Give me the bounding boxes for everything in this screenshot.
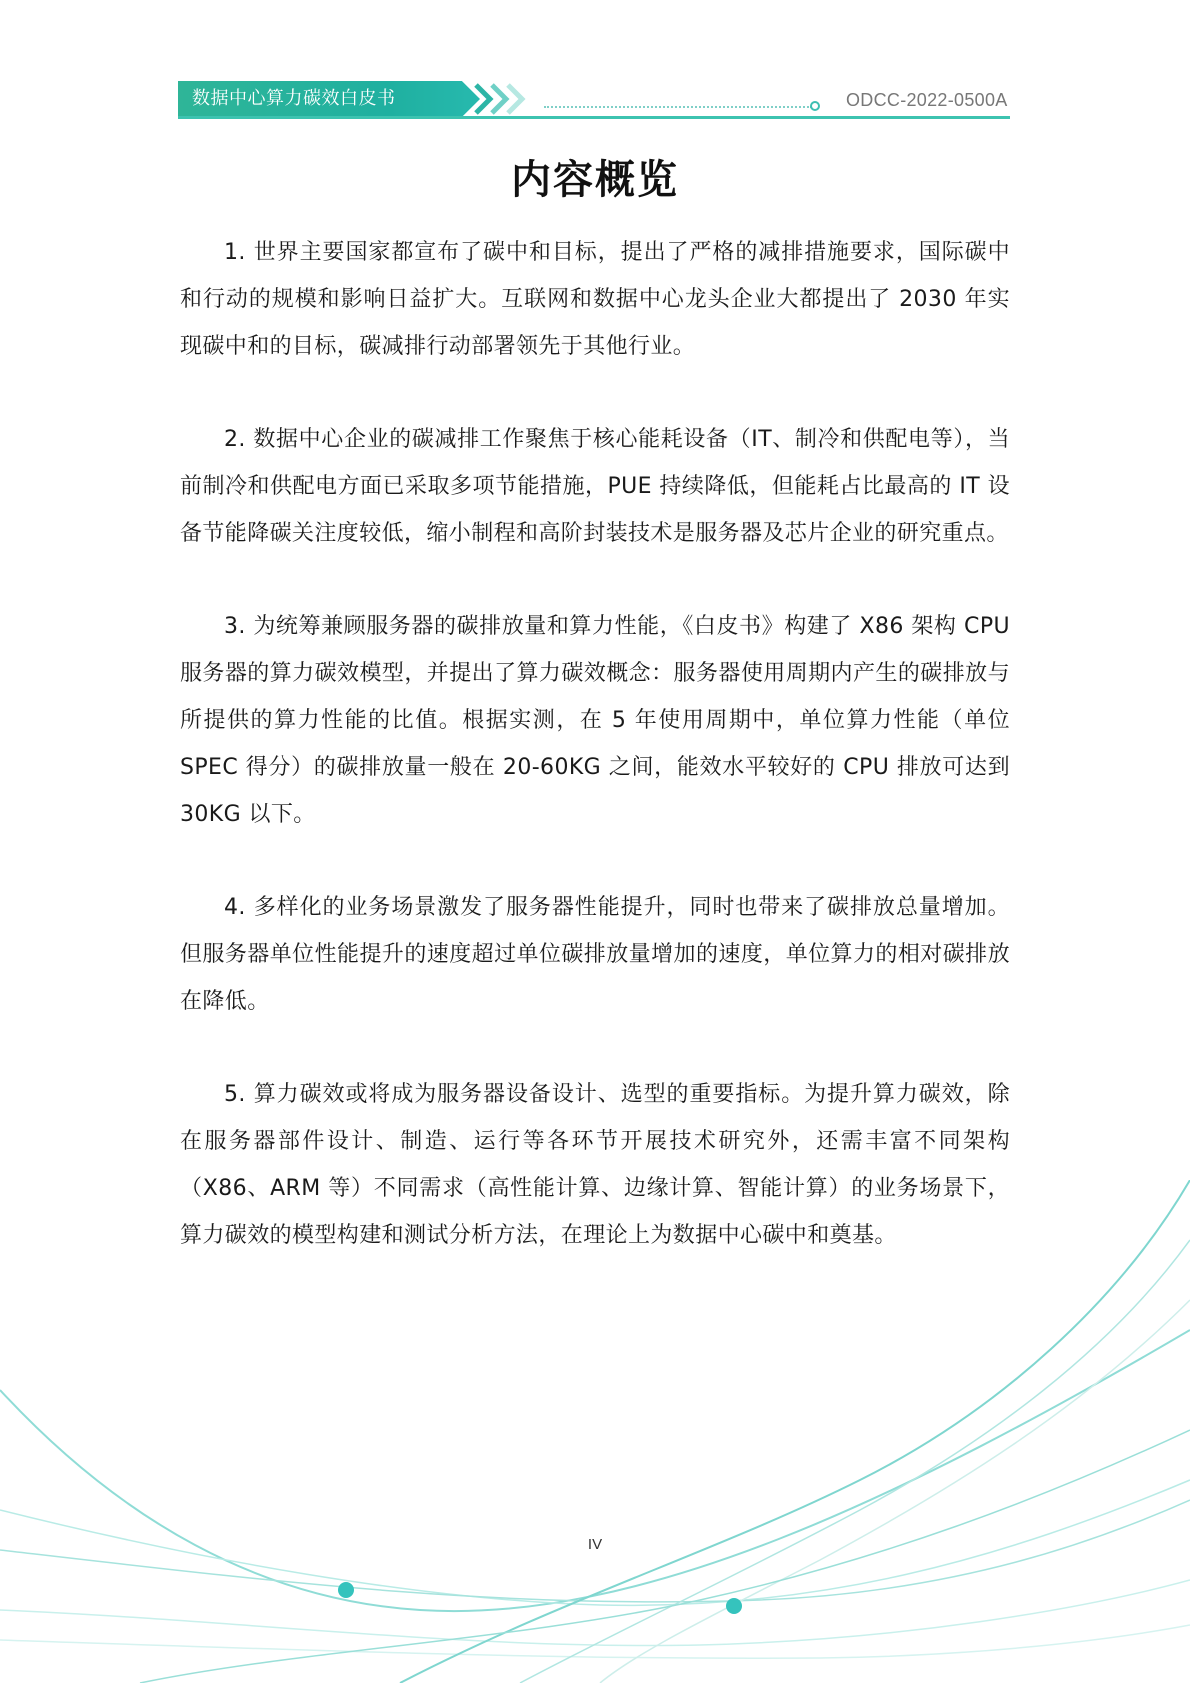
document-code: ODCC-2022-0500A [846,90,1008,110]
paragraph-3: 3. 为统筹兼顾服务器的碳排放量和算力性能，《白皮书》构建了 X86 架构 CPU 服务器的算力碳效模型，并提出了算力碳效概念：服务器使用周期内产生的碳排放与所提供的算力性能的比值。根据实测，在 5 年使用周期中，单位算力性能（单位 SPEC 得分）的碳排放量一般在 20-60KG 之间，能效水平较好的 CPU 排放可达到 30KG 以下。 [180,614,1010,827]
decorative-waves [0,1180,1190,1683]
page-title: 内容概览 [511,157,679,203]
paragraph-4: 4. 多样化的业务场景激发了服务器性能提升，同时也带来了碳排放总量增加。但服务器单位性能提升的速度超过单位碳排放量增加的速度，单位算力的相对碳排放在降低。 [180,895,1010,1014]
circle-icon [810,101,820,111]
content-body [180,229,1010,1305]
document-title: 数据中心算力碳效白皮书 [192,88,396,109]
paragraph-1: 1. 世界主要国家都宣布了碳中和目标，提出了严格的减排措施要求，国际碳中和行动的规模和影响日益扩大。互联网和数据中心龙头企业大都提出了 2030 年实现碳中和的目标，碳减排行动部署领先于其他行业。 [180,240,1010,359]
page-number: IV [587,1536,603,1553]
paragraph-5: 5. 算力碳效或将成为服务器设备设计、选型的重要指标。为提升算力碳效，除在服务器部件设计、制造、运行等各环节开展技术研究外，还需丰富不同架构（X86、ARM 等）不同需求（高性能计算、边缘计算、智能计算）的业务场景下，算力碳效的模型构建和测试分析方法，在理论上为数据中心碳中和奠基。 [180,1082,1010,1248]
header-divider [178,116,1010,119]
chevron-right-icon [472,81,542,117]
header-dotted-line [544,106,812,108]
paragraph-2: 2. 数据中心企业的碳减排工作聚焦于核心能耗设备（IT、制冷和供配电等），当前制冷和供配电方面已采取多项节能措施，PUE 持续降低，但能耗占比最高的 IT 设备节能降碳关注度较低，缩小制程和高阶封装技术是服务器及芯片企业的研究重点。 [180,427,1010,546]
